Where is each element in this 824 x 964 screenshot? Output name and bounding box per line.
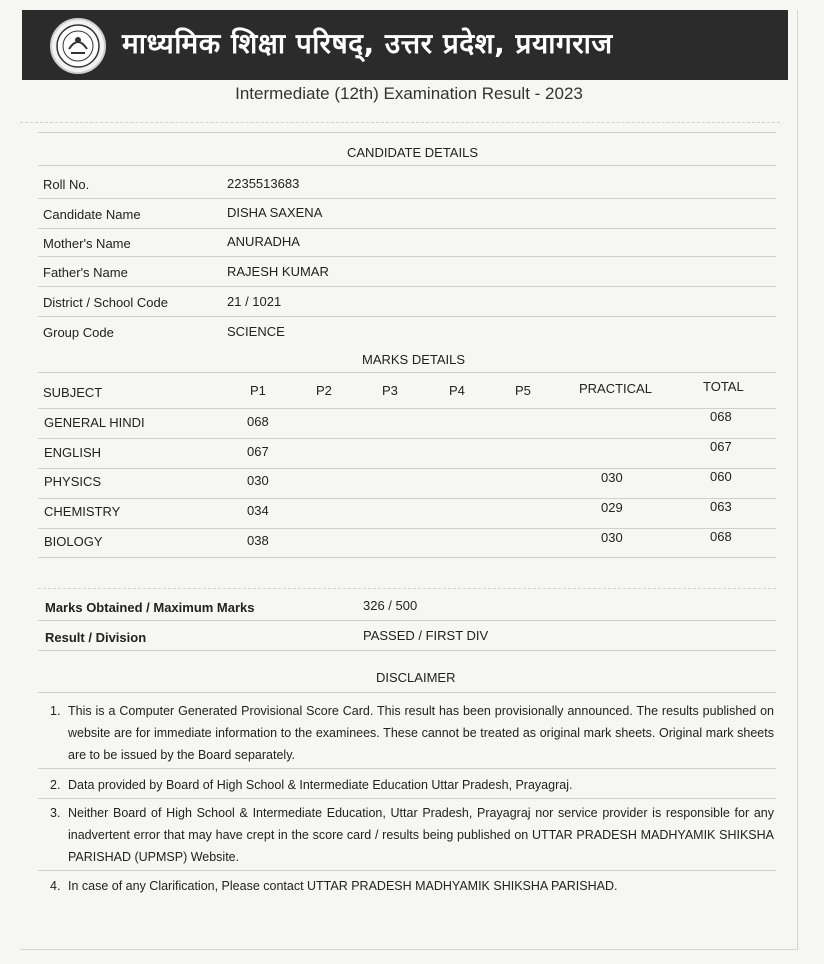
divider [38,132,776,133]
roll-number: 2235513683 [227,176,300,191]
divider [38,468,776,469]
divider [38,316,776,317]
field-label: Group Code [43,325,114,340]
field-label: Mother's Name [43,236,131,251]
disclaimer-text: Data provided by Board of High School & Intermediate Education Uttar Pradesh, Prayagraj. [68,778,573,792]
disclaimer-text: Neither Board of High School & Intermediate Education, Uttar Pradesh, Prayagraj nor service provider is responsible for any inadvertent error that may have crept in the score card / results being published on UTTAR PRADESH MADHYAMIK SHIKSHA PARISHAD (UPMSP) Website. [68,806,774,864]
disclaimer-text: In case of any Clarification, Please contact UTTAR PRADESH MADHYAMIK SHIKSHA PARISHAD. [68,879,618,893]
subject-name: BIOLOGY [44,534,103,549]
p1-mark: 030 [247,473,269,488]
board-title: माध्यमिक शिक्षा परिषद्, उत्तर प्रदेश, प्रयागराज [122,27,613,60]
field-label: District / School Code [43,295,168,310]
practical-mark: 029 [601,500,623,515]
divider [38,768,776,769]
divider [20,122,780,123]
practical-mark: 030 [601,470,623,485]
divider [38,228,776,229]
subject-name: GENERAL HINDI [44,415,145,430]
divider [38,620,776,621]
disclaimer-text: This is a Computer Generated Provisional Score Card. This result has been provisionally announced. The results published on website are for immediate information to the examinees. These cannot be treated as original mark sheets. Original mark sheets are to be issued by the Board separately. [68,704,774,762]
total-mark: 060 [710,469,732,484]
divider [38,798,776,799]
father-name: RAJESH KUMAR [227,264,329,279]
field-label: Candidate Name [43,207,141,222]
disclaimer-number: 1. [50,704,61,718]
up-emblem-icon [50,18,106,74]
p1-mark: 038 [247,533,269,548]
column-header-total: TOTAL [703,379,744,394]
divider [38,557,776,558]
divider [38,870,776,871]
header-banner [22,10,788,80]
column-header-practical: PRACTICAL [579,381,652,396]
subject-name: CHEMISTRY [44,504,121,519]
divider [38,256,776,257]
subject-name: PHYSICS [44,474,102,489]
disclaimer-number: 2. [50,778,61,792]
disclaimer-title: DISCLAIMER [376,670,456,685]
field-label: Father's Name [43,265,128,280]
divider [38,498,776,499]
mother-name: ANURADHA [227,234,300,249]
marks-obtained-value: 326 / 500 [363,598,418,613]
column-header-p1: P1 [250,383,266,398]
disclaimer-item [50,802,774,868]
divider [38,408,776,409]
p1-mark: 068 [247,414,269,429]
result-label: Result / Division [45,630,147,645]
subject-name: ENGLISH [44,445,102,460]
p1-mark: 067 [247,444,269,459]
divider [38,165,776,166]
divider [38,650,776,651]
column-header-p5: P5 [515,383,531,398]
marks-obtained-label: Marks Obtained / Maximum Marks [45,600,255,615]
marks-details-title: MARKS DETAILS [362,352,466,367]
disclaimer-item [50,875,774,897]
divider [38,198,776,199]
total-mark: 067 [710,439,732,454]
column-header-subject: SUBJECT [43,385,103,400]
column-header-p4: P4 [449,383,465,398]
practical-mark: 030 [601,530,623,545]
divider [38,372,776,373]
disclaimer-item [50,700,774,766]
total-mark: 063 [710,499,732,514]
disclaimer-item [50,774,774,796]
divider [38,692,776,693]
divider [38,588,776,589]
exam-title: Intermediate (12th) Examination Result - 2023 [235,84,583,103]
field-label: Roll No. [43,177,90,192]
candidate-details-title: CANDIDATE DETAILS [347,145,478,160]
column-header-p2: P2 [316,383,332,398]
column-header-p3: P3 [382,383,398,398]
divider [38,438,776,439]
district-school-code: 21 / 1021 [227,294,282,309]
disclaimer-number: 4. [50,879,61,893]
result-sheet [20,10,798,950]
group-code: SCIENCE [227,324,285,339]
total-mark: 068 [710,409,732,424]
result-value: PASSED / FIRST DIV [363,628,489,643]
divider [38,528,776,529]
divider [38,286,776,287]
disclaimer-number: 3. [50,806,61,820]
candidate-name: DISHA SAXENA [227,205,323,220]
p1-mark: 034 [247,503,269,518]
total-mark: 068 [710,529,732,544]
